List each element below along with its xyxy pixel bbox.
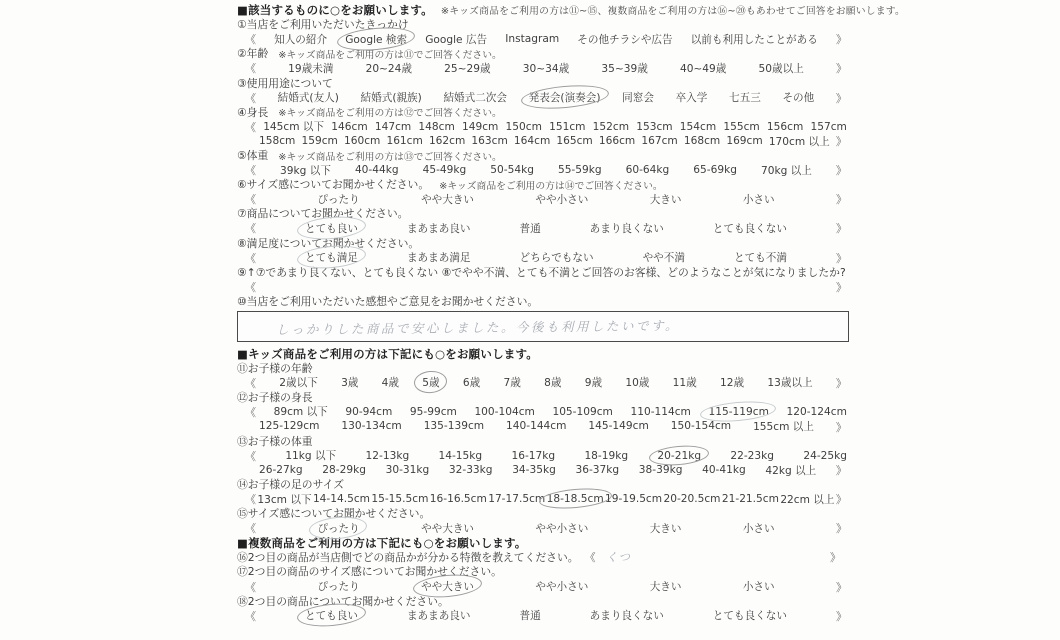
answer-row-q06 xyxy=(237,192,851,207)
option-circled: とても満足 xyxy=(305,252,358,265)
option-circled: Google 検索 xyxy=(345,33,408,46)
option: 16-17kg xyxy=(511,449,556,462)
option: 卒入学 xyxy=(675,92,708,105)
option: 3歳 xyxy=(341,377,359,390)
option: 14-14.5cm xyxy=(312,493,370,506)
option: やや不満 xyxy=(642,252,685,265)
option: 13cm 以下 xyxy=(257,493,312,506)
option: 七五三 xyxy=(729,92,761,105)
option: 130-134cm xyxy=(341,420,402,433)
option: 同窓会 xyxy=(622,92,654,105)
option: 153cm xyxy=(636,120,673,133)
comment-box xyxy=(237,311,849,342)
option: 65-69kg xyxy=(693,164,737,177)
option: 105-109cm xyxy=(552,405,613,418)
option: 40~49歳 xyxy=(679,62,727,75)
question-label-q02: ②年齢 ※キッズ商品をご利用の方は⑪でご回答ください。 xyxy=(237,47,502,61)
option: 4歳 xyxy=(381,377,400,390)
option: 155cm xyxy=(723,120,760,133)
answer-row-q12-line2 xyxy=(237,419,851,434)
option: 35~39歳 xyxy=(601,62,648,75)
open-bracket: 《 xyxy=(245,120,256,134)
option: 8歳 xyxy=(544,377,562,390)
option: まあまあ良い xyxy=(406,222,471,235)
option: 150cm xyxy=(505,120,542,133)
option: 32-33kg xyxy=(448,464,493,477)
option: 140-144cm xyxy=(506,420,567,433)
option: 16-16.5cm xyxy=(429,493,487,506)
answer-row-q15 xyxy=(237,521,851,536)
option: 6歳 xyxy=(462,377,481,390)
option: 161cm xyxy=(386,135,423,148)
question-label-q18: ⑱2つ目の商品についてお聞かせください。 xyxy=(237,594,449,608)
form-header-note: ※キッズ商品をご利用の方は⑪~⑮、複数商品をご利用の方は⑯~⑳もあわせてご回答をお願いします。 xyxy=(440,6,905,18)
open-bracket: 《 xyxy=(245,376,256,390)
answer-row-q03 xyxy=(237,90,851,105)
open-bracket: 《 xyxy=(245,33,256,47)
option: 大きい xyxy=(649,193,682,206)
option: 2歳以下 xyxy=(279,377,318,390)
question-label-q14: ⑭お子様の足のサイズ xyxy=(237,478,345,492)
option: その他チラシや広告 xyxy=(577,33,673,46)
option: 166cm xyxy=(598,135,636,148)
option-circled: とても良い xyxy=(304,222,358,235)
option: その他 xyxy=(782,92,815,105)
option: 50歳以上 xyxy=(758,62,804,75)
option: 42kg 以上 xyxy=(765,464,817,477)
option: 15-15.5cm xyxy=(371,493,429,506)
option: Google 広告 xyxy=(425,33,488,46)
option: 40-44kg xyxy=(354,164,399,177)
option: 158cm xyxy=(259,135,296,148)
question-label-q16: ⑯2つ目の商品が当店側でどの商品かが分かる特徴を教えてください。 xyxy=(237,550,579,564)
open-bracket: 《 xyxy=(584,551,596,565)
option: 163cm xyxy=(471,135,508,148)
open-bracket: 《 xyxy=(245,449,256,463)
option: 小さい xyxy=(742,522,775,535)
close-bracket: 》 xyxy=(835,376,847,390)
open-bracket: 《 xyxy=(245,91,256,105)
option: 普通 xyxy=(519,222,541,235)
answer-row-q01 xyxy=(237,32,851,47)
open-bracket: 《 xyxy=(245,580,256,594)
option: やや小さい xyxy=(535,193,589,206)
question-label-q04: ④身長 ※キッズ商品をご利用の方は⑫でご回答ください。 xyxy=(237,105,502,120)
option: 19歳未満 xyxy=(288,62,334,75)
option-circled: ぴったり xyxy=(317,522,360,535)
option: 159cm xyxy=(301,135,338,148)
option: とても不満 xyxy=(733,252,787,265)
option: 25~29歳 xyxy=(444,62,491,75)
option: 145-149cm xyxy=(588,420,649,433)
close-bracket: 》 xyxy=(835,464,847,478)
question-label-q07: ⑦商品についてお聞かせください。 xyxy=(237,207,409,221)
option: 38-39kg xyxy=(638,464,683,477)
question-note-q04: ※キッズ商品をご利用の方は⑫でご回答ください。 xyxy=(278,108,502,120)
question-label-q05: ⑤体重 ※キッズ商品をご利用の方は⑬でご回答ください。 xyxy=(237,149,502,163)
option: 30~34歳 xyxy=(522,62,570,75)
option: 110-114cm xyxy=(630,405,691,418)
option: 11歳 xyxy=(672,377,697,390)
option: まあまあ満足 xyxy=(406,252,471,265)
question-note-q05: ※キッズ商品をご利用の方は⑬でご回答ください。 xyxy=(278,151,502,163)
option: 45-49kg xyxy=(422,164,467,177)
option: 156cm xyxy=(766,120,804,133)
option: 26-27kg xyxy=(259,464,303,477)
option: 22cm 以上 xyxy=(780,493,835,506)
option: 120-124cm xyxy=(786,405,847,418)
option: 結婚式(友人) xyxy=(277,92,339,105)
close-bracket: 》 xyxy=(835,62,847,76)
option: 10歳 xyxy=(625,377,650,390)
close-bracket: 》 xyxy=(835,580,847,594)
option: 14-15kg xyxy=(438,449,483,462)
option: 50-54kg xyxy=(490,164,534,177)
answer-row-q09 xyxy=(237,279,851,294)
option-circled: 発表会(演奏会) xyxy=(528,92,601,105)
option: 157cm xyxy=(810,120,847,133)
question-label-q12: ⑫お子様の身長 xyxy=(237,390,313,404)
option: 55-59kg xyxy=(557,164,602,177)
option: 135-139cm xyxy=(423,420,485,433)
option: 36-37kg xyxy=(575,464,620,477)
answer-row-q14 xyxy=(237,492,851,507)
option: 34-35kg xyxy=(512,464,556,477)
question-label-q17: ⑰2つ目の商品のサイズ感についてお聞かせください。 xyxy=(237,565,502,579)
question-label-q03: ③使用用途について xyxy=(237,76,333,90)
question-note-q06: ※キッズ商品をご利用の方は⑭でご回答ください。 xyxy=(439,180,663,192)
option: 12-13kg xyxy=(365,449,410,462)
option-circled: 18-18.5cm xyxy=(546,493,604,506)
option: 90-94cm xyxy=(345,405,393,418)
answer-row-q05 xyxy=(237,163,851,178)
option: 21-21.5cm xyxy=(721,493,779,506)
option: 167cm xyxy=(641,135,678,148)
option: ぴったり xyxy=(317,193,360,206)
question-label-q13: ⑬お子様の体重 xyxy=(237,434,313,448)
answer-row-q04-line2 xyxy=(237,134,851,149)
answer-row-q18 xyxy=(237,608,851,623)
close-bracket: 》 xyxy=(835,135,847,149)
form-title: ■該当するものに○をお願いします。 xyxy=(237,3,433,18)
option: 70kg 以上 xyxy=(760,164,812,177)
answer-row-q08 xyxy=(237,250,851,265)
close-bracket: 》 xyxy=(835,164,847,178)
open-bracket: 《 xyxy=(245,251,256,265)
handwritten-answer-q16: くつ xyxy=(605,550,631,565)
close-bracket: 》 xyxy=(835,193,847,207)
open-bracket: 《 xyxy=(245,405,256,419)
open-bracket: 《 xyxy=(245,222,256,236)
option: 普通 xyxy=(519,610,541,623)
question-label-q15: ⑮サイズ感についてお聞かせください。 xyxy=(237,507,431,521)
open-bracket: 《 xyxy=(245,62,256,76)
option: やや小さい xyxy=(535,522,589,535)
option: 12歳 xyxy=(720,377,745,390)
close-bracket: 》 xyxy=(830,551,841,565)
question-label-q11: ⑪お子様の年齢 xyxy=(237,361,313,375)
handwritten-comment: しっかりした商品で安心しました。今後も利用したいです。 xyxy=(275,317,681,338)
option: 148cm xyxy=(418,120,455,133)
option: 160cm xyxy=(343,135,381,148)
option: やや小さい xyxy=(535,581,589,594)
option: 147cm xyxy=(374,120,412,133)
option: 22-23kg xyxy=(730,449,775,462)
close-bracket: 》 xyxy=(835,222,847,236)
option: 125-129cm xyxy=(259,420,320,433)
option: ぴったり xyxy=(317,581,360,594)
open-bracket: 《 xyxy=(245,493,256,507)
option: 13歳以上 xyxy=(767,377,813,390)
option: 95-99cm xyxy=(409,405,457,418)
question-label-q06: ⑥サイズ感についてお聞かせください。 ※キッズ商品をご利用の方は⑭でご回答ください。 xyxy=(237,178,663,192)
question-note-q02: ※キッズ商品をご利用の方は⑪でご回答ください。 xyxy=(278,49,502,61)
open-bracket: 《 xyxy=(245,280,256,294)
kids-section-title: ■キッズ商品をご利用の方は下記にも○をお願いします。 xyxy=(237,346,538,361)
answer-row-q17 xyxy=(237,579,851,594)
option: 結婚式二次会 xyxy=(443,92,507,105)
option: 9歳 xyxy=(584,377,603,390)
option: 154cm xyxy=(679,120,717,133)
option-circled: やや大きい xyxy=(421,581,475,594)
option: とても良くない xyxy=(712,610,787,623)
close-bracket: 》 xyxy=(836,280,847,294)
answer-row-q02 xyxy=(237,61,851,76)
option: 169cm xyxy=(726,135,763,148)
answer-row-q12-line1 xyxy=(237,405,851,420)
question-label-q09: ⑨↑⑦であまり良くない、とても良くない ⑧でやや不満、とても不満とご回答のお客様、どのようなことが気になりましたか? xyxy=(237,265,846,279)
close-bracket: 》 xyxy=(835,609,847,623)
option: Instagram xyxy=(505,33,560,46)
question-q16 xyxy=(237,550,851,565)
option: 165cm xyxy=(556,135,593,148)
option: 168cm xyxy=(683,135,721,148)
close-bracket: 》 xyxy=(835,91,847,105)
answer-row-q07 xyxy=(237,221,851,236)
option: 知人の紹介 xyxy=(274,33,328,46)
survey-sheet xyxy=(237,3,905,623)
close-bracket: 》 xyxy=(835,33,847,47)
option: まあまあ良い xyxy=(406,610,471,623)
close-bracket: 》 xyxy=(835,522,847,536)
option: 150-154cm xyxy=(670,420,732,433)
option: 152cm xyxy=(592,120,630,133)
open-bracket: 《 xyxy=(245,193,256,207)
option: あまり良くない xyxy=(589,222,664,235)
option: 39kg 以下 xyxy=(280,164,331,177)
option: どちらでもない xyxy=(519,252,594,265)
option: 30-31kg xyxy=(385,464,430,477)
option: 146cm xyxy=(331,120,368,133)
option: 24-25kg xyxy=(803,449,847,462)
option: 60-64kg xyxy=(625,164,670,177)
open-bracket: 《 xyxy=(245,522,256,536)
option-circled: 20-21kg xyxy=(657,449,702,462)
option: 17-17.5cm xyxy=(488,493,546,506)
option: 149cm xyxy=(461,120,499,133)
question-label-q10: ⑩当店をご利用いただいた感想やご意見をお聞かせください。 xyxy=(237,294,539,308)
option: 20-20.5cm xyxy=(663,493,721,506)
option: 145cm 以下 xyxy=(263,121,325,134)
close-bracket: 》 xyxy=(835,251,847,265)
option: 170cm 以上 xyxy=(768,135,830,148)
option: 19-19.5cm xyxy=(605,493,663,506)
option: 結婚式(親族) xyxy=(360,92,422,105)
option: 大きい xyxy=(649,522,682,535)
option-circled: 5歳 xyxy=(422,377,440,390)
option: 18-19kg xyxy=(584,449,629,462)
option: 20~24歳 xyxy=(365,62,413,75)
option: 以前も利用したことがある xyxy=(690,33,818,46)
option: 89cm 以下 xyxy=(273,406,328,419)
option: やや大きい xyxy=(421,522,475,535)
multi-section-title: ■複数商品をご利用の方は下記にも○をお願いします。 xyxy=(237,535,527,550)
option: 小さい xyxy=(742,581,775,594)
answer-row-q11 xyxy=(237,376,851,391)
option: 164cm xyxy=(513,135,551,148)
form-header xyxy=(237,3,905,18)
option: 151cm xyxy=(549,120,586,133)
option: 100-104cm xyxy=(474,405,535,418)
answer-row-q13-line2 xyxy=(237,463,851,478)
question-label-q08: ⑧満足度についてお聞かせください。 xyxy=(237,236,420,250)
option: とても良くない xyxy=(712,222,787,235)
close-bracket: 》 xyxy=(835,420,847,434)
option: 28-29kg xyxy=(322,464,366,477)
option: 40-41kg xyxy=(702,464,746,477)
option: 小さい xyxy=(742,193,775,206)
open-bracket: 《 xyxy=(245,164,256,178)
open-bracket: 《 xyxy=(245,609,256,623)
option: 11kg 以下 xyxy=(285,450,337,463)
option: やや大きい xyxy=(421,193,475,206)
option-circled: 115-119cm xyxy=(708,405,769,418)
option: 大きい xyxy=(649,581,682,594)
question-label-q01: ①当店をご利用いただいたきっかけ xyxy=(237,18,409,32)
answer-row-q04-line1 xyxy=(237,119,851,134)
answer-row-q13-line1 xyxy=(237,448,851,463)
option: 162cm xyxy=(428,135,466,148)
option: あまり良くない xyxy=(589,610,664,623)
option-circled: とても良い xyxy=(304,610,358,623)
option: 155cm 以上 xyxy=(753,421,814,433)
option: 7歳 xyxy=(503,377,521,390)
close-bracket: 》 xyxy=(835,493,847,507)
